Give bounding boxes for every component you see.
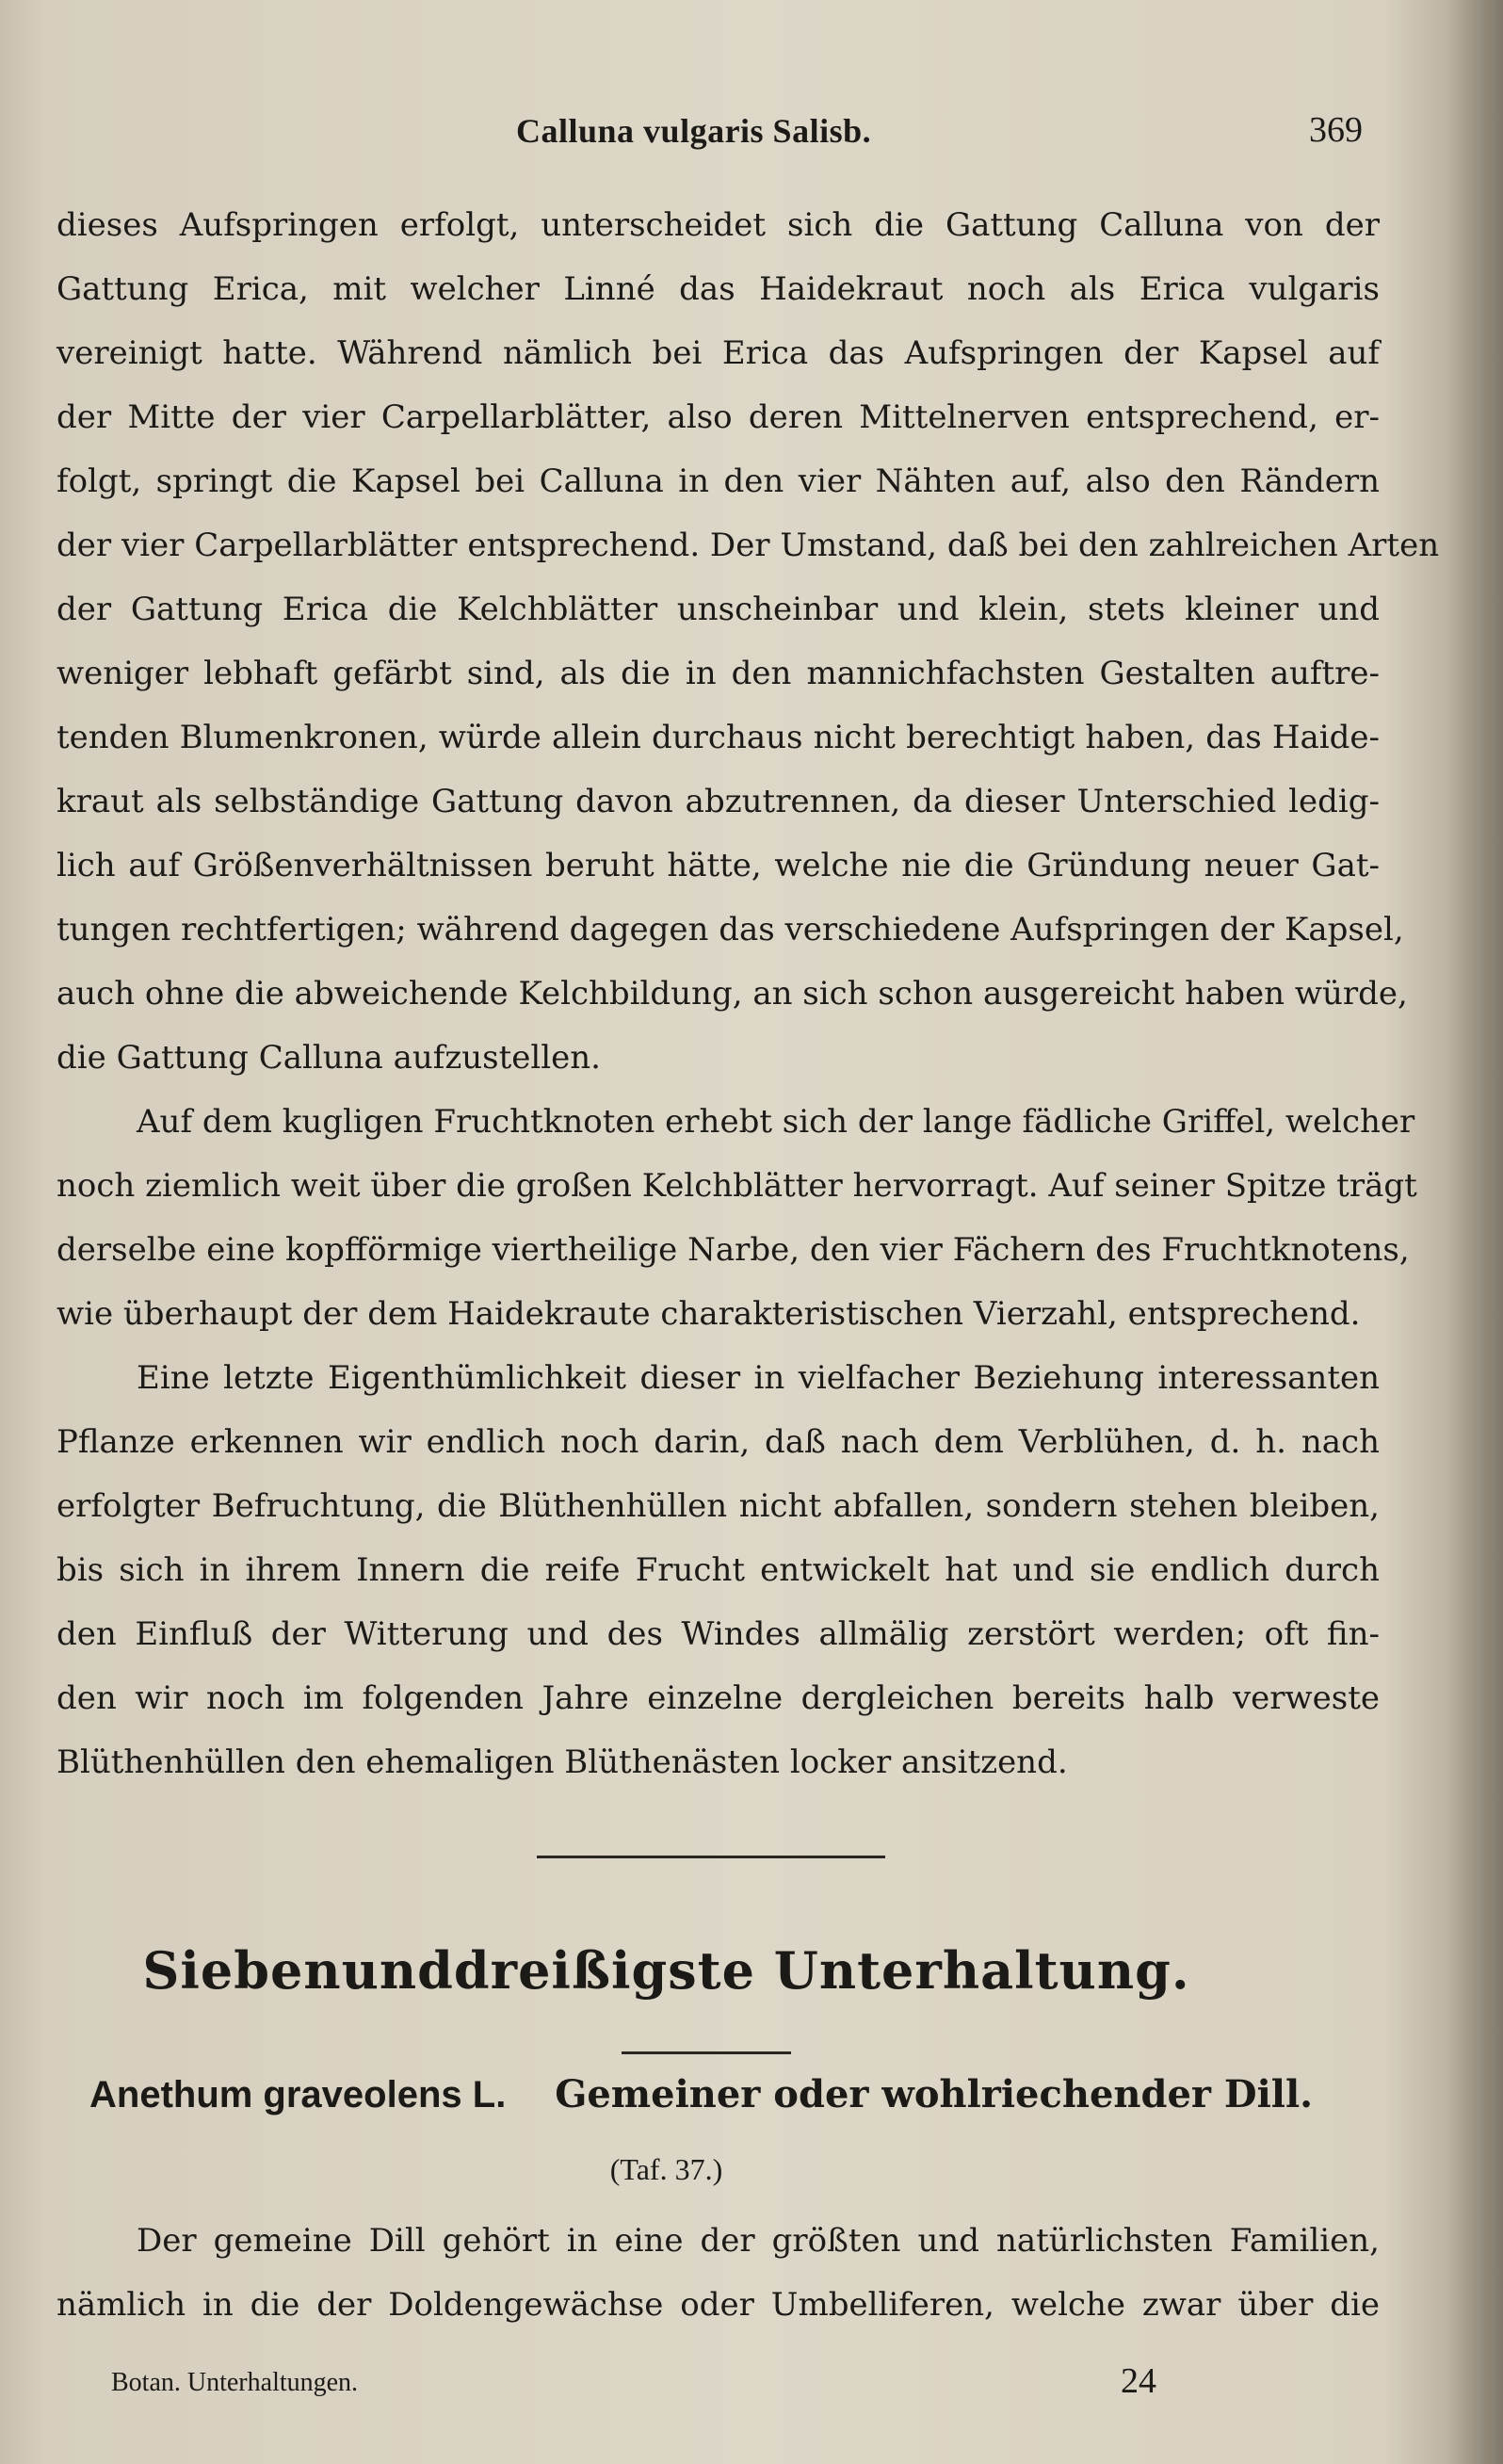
page-header [0, 105, 1503, 162]
running-title: Calluna vulgaris Salisb. [516, 112, 872, 150]
text-line: dieses Aufspringen erfolgt, unterscheidet sich die Gattung Calluna von der [57, 206, 1380, 244]
section-heading: Siebenunddreißigste Unterhaltung. [142, 1940, 1190, 2001]
text-line: Pflanze erkennen wir endlich noch darin, daß nach dem Verblühen, d. h. nach [57, 1423, 1380, 1461]
section-body-text [57, 2209, 1380, 2337]
body-text [57, 193, 1440, 1794]
text-line: auch ohne die abweichende Kelchbildung, an sich schon ausgereicht haben würde, [57, 975, 1408, 1013]
text-line: den wir noch im folgenden Jahre einzelne dergleichen bereits halb verweste [57, 1679, 1380, 1717]
heading-divider [622, 2051, 791, 2054]
text-line: die Gattung Calluna aufzustellen. [57, 1039, 601, 1077]
species-german-name: Gemeiner oder wohlriechender Dill. [555, 2072, 1314, 2116]
text-line: vereinigt hatte. Während nämlich bei Erica das Aufspringen der Kapsel auf [57, 334, 1380, 372]
text-line: nämlich in die der Doldengewächse oder Umbelliferen, welche zwar über die [57, 2286, 1380, 2324]
text-line: tenden Blumenkronen, würde allein durchaus nicht berechtigt haben, das Haide- [57, 719, 1380, 756]
text-line: der vier Carpellarblätter entsprechend. Der Umstand, daß bei den zahlreichen Arten [57, 527, 1440, 564]
text-line: erfolgter Befruchtung, die Blüthenhüllen nicht abfallen, sondern stehen bleiben, [57, 1487, 1380, 1525]
text-line: bis sich in ihrem Innern die reife Frucht entwickelt hat und sie endlich durch [57, 1551, 1380, 1589]
text-line: folgt, springt die Kapsel bei Calluna in den vier Nähten auf, also den Rändern [57, 462, 1380, 500]
section-divider [537, 1856, 885, 1858]
species-title [89, 2072, 1333, 2116]
text-line: kraut als selbständige Gattung davon abzutrennen, da dieser Unterschied ledig- [57, 783, 1380, 820]
text-line: tungen rechtfertigen; während dagegen das verschiedene Aufspringen der Kapsel, [57, 911, 1404, 948]
page-edge-shadow [1446, 0, 1503, 2464]
page-number: 369 [1309, 110, 1363, 150]
paragraph-start-line: Der gemeine Dill gehört in eine der größten und natürlichsten Familien, [137, 2222, 1380, 2260]
text-line: der Gattung Erica die Kelchblätter unscheinbar und klein, stets kleiner und [57, 591, 1380, 628]
text-line: Gattung Erica, mit welcher Linné das Haidekraut noch als Erica vulgaris [57, 270, 1380, 308]
text-line: Blüthenhüllen den ehemaligen Blüthenästen locker ansitzend. [57, 1743, 1068, 1781]
text-line: weniger lebhaft gefärbt sind, als die in den mannichfachsten Gestalten auftre- [57, 655, 1380, 692]
text-line: lich auf Größenverhältnissen beruht hätte, welche nie die Gründung neuer Gat- [57, 847, 1380, 884]
paragraph-start-line: Auf dem kugligen Fruchtknoten erhebt sich der lange fädliche Griffel, welcher [137, 1103, 1415, 1141]
paragraph-start-line: Eine letzte Eigenthümlichkeit dieser in vielfacher Beziehung interessanten [137, 1359, 1380, 1397]
text-line: wie überhaupt der dem Haidekraute charakteristischen Vierzahl, entsprechend. [57, 1295, 1361, 1333]
text-line: noch ziemlich weit über die großen Kelchblätter hervorragt. Auf seiner Spitze trägt [57, 1167, 1417, 1205]
signature-number: 24 [1121, 2361, 1156, 2401]
species-latin-name: Anethum graveolens L. [89, 2074, 507, 2115]
signature-label: Botan. Unterhaltungen. [111, 2368, 359, 2397]
page-footer [0, 2351, 1503, 2407]
text-line: den Einfluß der Witterung und des Windes allmälig zerstört werden; oft fin- [57, 1615, 1380, 1653]
text-line: derselbe eine kopfförmige viertheilige Narbe, den vier Fächern des Fruchtknotens, [57, 1231, 1410, 1269]
plate-reference: (Taf. 37.) [609, 2152, 723, 2186]
text-line: der Mitte der vier Carpellarblätter, also deren Mittelnerven entsprechend, er- [57, 398, 1380, 436]
